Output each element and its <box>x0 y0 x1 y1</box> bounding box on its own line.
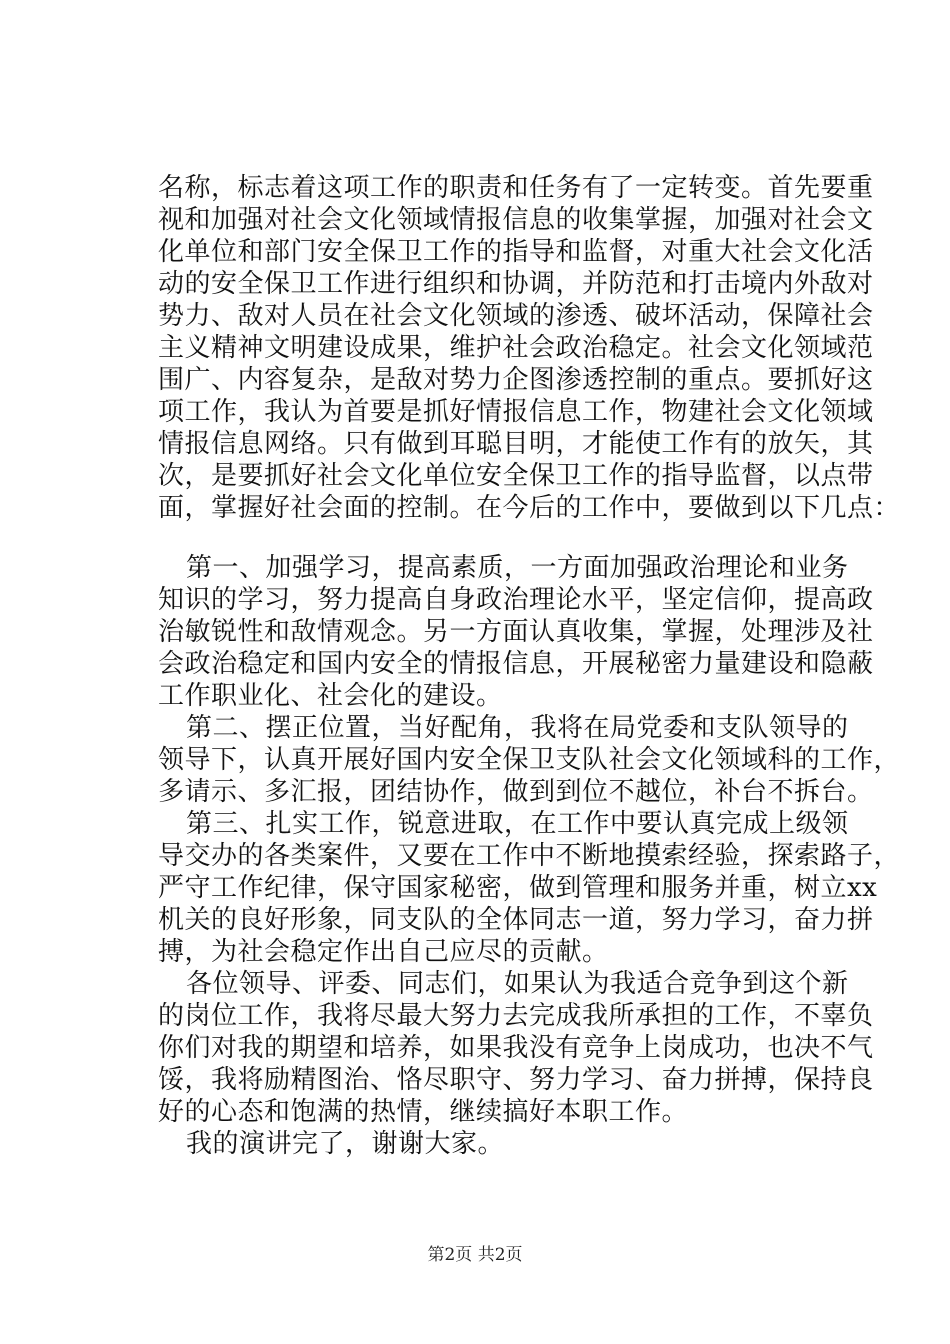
text-line: 次，是要抓好社会文化单位安全保卫工作的指导监督，以点带 <box>158 461 874 491</box>
paragraph-intro <box>158 172 901 524</box>
text-line: 第三、扎实工作，锐意进取，在工作中要认真完成上级领 <box>186 809 849 839</box>
text-line: 会政治稳定和国内安全的情报信息，开展秘密力量建设和隐蔽 <box>158 649 874 679</box>
text-line: 导交办的各类案件，又要在工作中不断地摸索经验，探索路子， <box>158 841 901 871</box>
text-line: 化单位和部门安全保卫工作的指导和监督，对重大社会文化活 <box>158 237 874 267</box>
paragraph-point-one <box>158 552 874 712</box>
text-line: 第一、加强学习，提高素质，一方面加强政治理论和业务 <box>186 553 849 583</box>
text-line: 搏，为社会稳定作出自己应尽的贡献。 <box>158 937 609 967</box>
text-line: 你们对我的期望和培养，如果我没有竞争上岗成功，也决不气 <box>158 1033 874 1063</box>
text-line: 第二、摆正位置，当好配角，我将在局党委和支队领导的 <box>186 713 849 743</box>
text-line: 动的安全保卫工作进行组织和协调，并防范和打击境内外敌对 <box>158 269 874 299</box>
paragraph-closing <box>158 968 874 1128</box>
text-line: 馁，我将励精图治、恪尽职守、努力学习、奋力拼搏，保持良 <box>158 1065 874 1095</box>
text-line: 我的演讲完了，谢谢大家。 <box>186 1129 505 1159</box>
text-line: 势力、敌对人员在社会文化领域的渗透、破坏活动，保障社会 <box>158 301 874 331</box>
paragraph-point-two <box>158 712 901 808</box>
text-line: 项工作，我认为首要是抓好情报信息工作，物建社会文化领域 <box>158 397 874 427</box>
text-line: 围广、内容复杂，是敌对势力企图渗透控制的重点。要抓好这 <box>158 365 874 395</box>
text-line: 的岗位工作，我将尽最大努力去完成我所承担的工作，不辜负 <box>158 1001 874 1031</box>
paragraph-gap <box>158 524 798 552</box>
text-line: 各位领导、评委、同志们，如果认为我适合竞争到这个新 <box>186 969 849 999</box>
text-line: 视和加强对社会文化领域情报信息的收集掌握，加强对社会文 <box>158 205 874 235</box>
page-number-footer: 第2页 共2页 <box>427 1245 523 1265</box>
text-line: 机关的良好形象，同支队的全体同志一道，努力学习，奋力拼 <box>158 905 874 935</box>
text-line: 好的心态和饱满的热情，继续搞好本职工作。 <box>158 1097 689 1127</box>
document-body <box>158 172 901 1160</box>
text-line: 知识的学习，努力提高自身政治理论水平，坚定信仰，提高政 <box>158 585 874 615</box>
text-line: 多请示、多汇报，团结协作，做到到位不越位，补台不拆台。 <box>158 777 874 807</box>
text-line: 工作职业化、社会化的建设。 <box>158 681 503 711</box>
paragraph-thanks <box>158 1128 798 1160</box>
text-line: 面，掌握好社会面的控制。在今后的工作中，要做到以下几点： <box>158 493 901 523</box>
paragraph-point-three <box>158 808 901 968</box>
text-line: 主义精神文明建设成果，维护社会政治稳定。社会文化领域范 <box>158 333 874 363</box>
text-line: 名称，标志着这项工作的职责和任务有了一定转变。首先要重 <box>158 173 874 203</box>
text-line: 情报信息网络。只有做到耳聪目明，才能使工作有的放矢，其 <box>158 429 874 459</box>
text-line: 严守工作纪律，保守国家秘密，做到管理和服务并重，树立xx <box>158 873 878 903</box>
text-line: 领导下，认真开展好国内安全保卫支队社会文化领域科的工作， <box>158 745 901 775</box>
text-line: 治敏锐性和敌情观念。另一方面认真收集，掌握，处理涉及社 <box>158 617 874 647</box>
